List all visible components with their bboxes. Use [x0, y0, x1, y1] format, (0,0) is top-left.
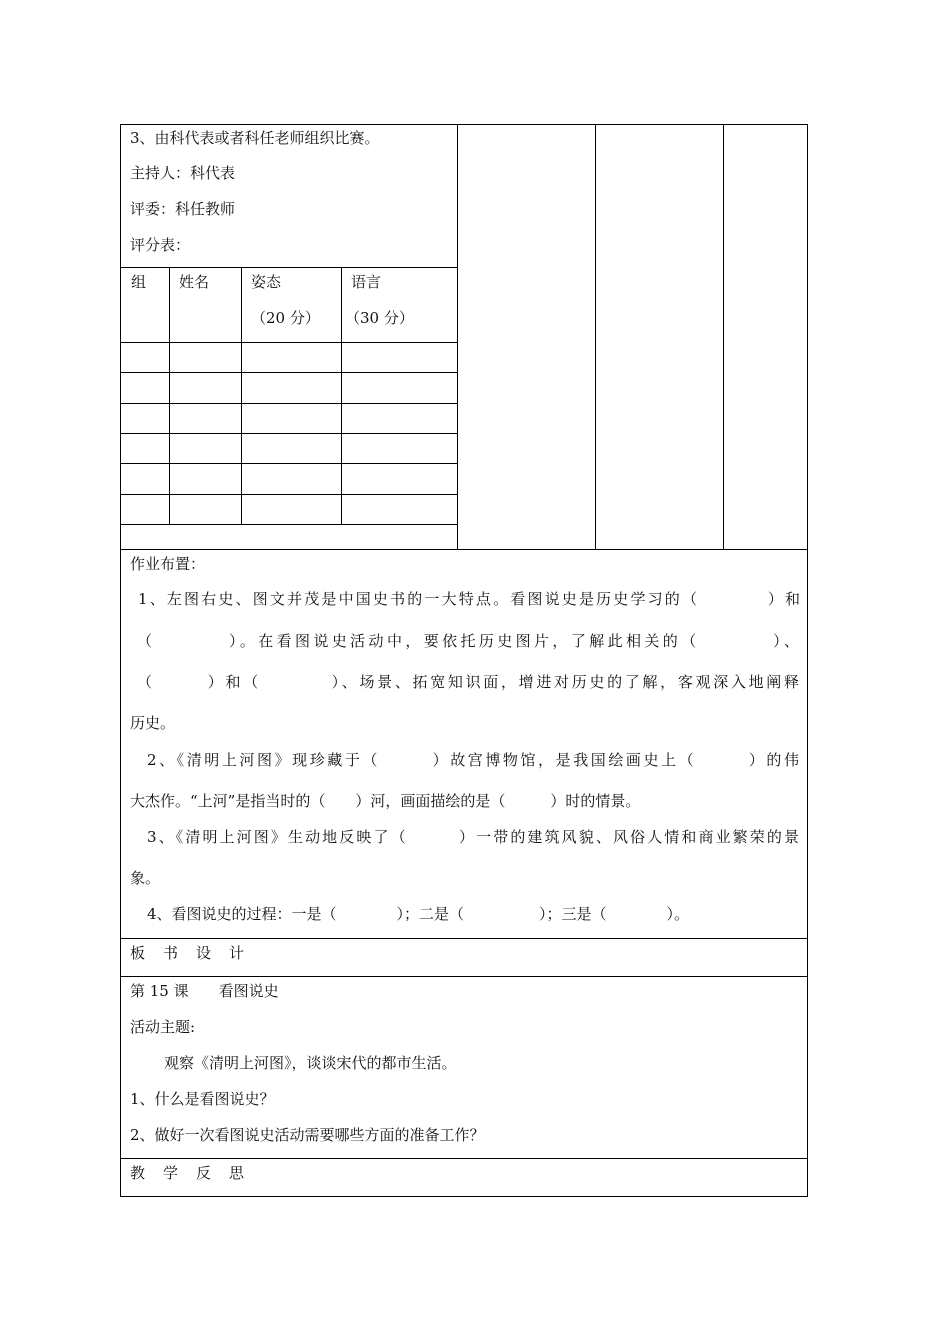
homework-line: （ ）。在看图说史活动中，要依托历史图片，了解此相关的（ ）、: [137, 632, 799, 650]
frame-right: [807, 124, 808, 1197]
homework-line: 大杰作。“上河”是指当时的（ ）河，画面描绘的是（ ）时的情景。: [130, 792, 641, 810]
activity-judges: 评委：科任教师: [130, 200, 236, 218]
score-table-row-line: [120, 524, 458, 525]
activity-step3: 3、由科代表或者科任老师组织比赛。: [130, 129, 380, 147]
homework-line: 历史。: [130, 714, 176, 732]
score-header-posture: 姿态: [251, 273, 282, 291]
board-question-2: 2、做好一次看图说史活动需要哪些方面的准备工作？: [130, 1126, 485, 1144]
score-header-group: 组: [131, 273, 147, 291]
homework-line: （ ）和（ ）、场景、拓宽知识面，增进对历史的了解，客观深入地阐释: [137, 673, 799, 691]
board-title: 板书设计: [130, 944, 263, 962]
score-table-col-line: [341, 267, 342, 525]
activity-host: 主持人：科代表: [130, 164, 236, 182]
score-table-row-line: [120, 433, 458, 434]
score-table-col-line: [241, 267, 242, 525]
score-table-row-line: [120, 403, 458, 404]
section-separator-homework: [120, 549, 808, 550]
board-theme-label: 活动主题:: [130, 1018, 196, 1036]
score-table-row-line: [120, 494, 458, 495]
section-separator-board-title: [120, 938, 808, 939]
column-divider-1: [457, 124, 458, 550]
column-divider-3: [723, 124, 724, 550]
board-question-1: 1、什么是看图说史？: [130, 1090, 275, 1108]
score-table-top: [120, 267, 458, 268]
score-subheader-language: （30 分）: [345, 309, 414, 327]
reflection-title: 教学反思: [130, 1164, 263, 1182]
homework-line: 3、《清明上河图》生动地反映了（ ）一带的建筑风貌、风俗人情和商业繁荣的景: [147, 828, 799, 846]
score-table-row-line: [120, 372, 458, 373]
score-header-name: 姓名: [179, 273, 210, 291]
score-header-language: 语言: [351, 273, 382, 291]
score-table-col-line: [169, 267, 170, 525]
section-separator-reflection: [120, 1158, 808, 1159]
score-table-row-line: [120, 463, 458, 464]
homework-line: 2、《清明上河图》现珍藏于（ ）故宫博物馆，是我国绘画史上（ ）的伟: [147, 751, 799, 769]
activity-score-sheet-label: 评分表：: [130, 236, 191, 254]
homework-title: 作业布置：: [130, 555, 206, 573]
board-lesson: 第 15 课 看图说史: [130, 982, 279, 1000]
score-table-header-bottom: [120, 342, 458, 343]
homework-line: 4、看图说史的过程：一是（ ）；二是（ ）；三是（ ）。: [147, 905, 690, 923]
column-divider-2: [595, 124, 596, 550]
section-separator-board-content: [120, 976, 808, 977]
board-theme: 观察《清明上河图》，谈谈宋代的都市生活。: [164, 1054, 457, 1072]
frame-left: [120, 124, 121, 1197]
score-subheader-posture: （20 分）: [251, 309, 320, 327]
homework-line: 象。: [130, 869, 161, 887]
frame-top: [120, 124, 808, 125]
frame-bottom: [120, 1196, 808, 1197]
homework-line: 1、左图右史、图文并茂是中国史书的一大特点。看图说史是历史学习的（ ）和: [138, 590, 800, 608]
